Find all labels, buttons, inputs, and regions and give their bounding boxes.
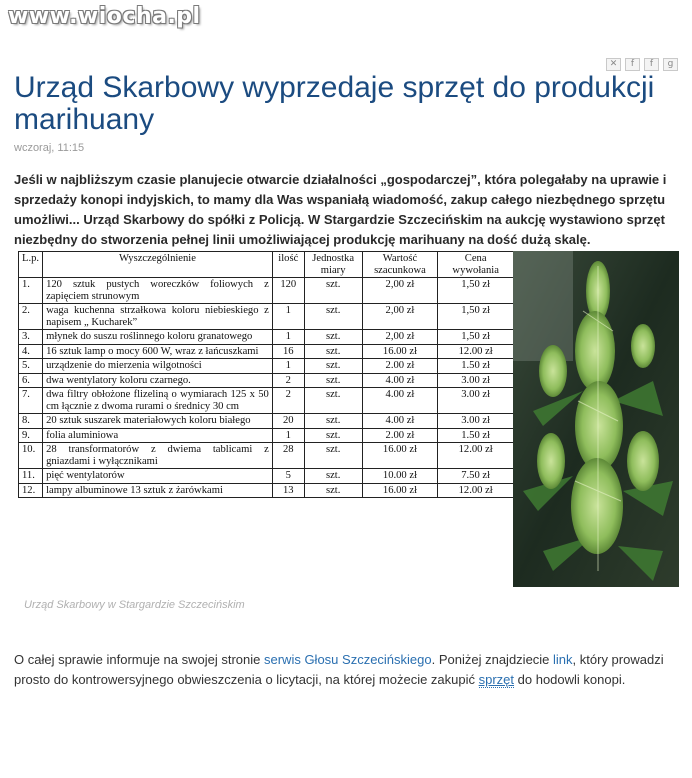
table-row bbox=[19, 428, 514, 443]
header-lp: L.p. bbox=[19, 252, 43, 278]
table-header-row bbox=[19, 252, 514, 278]
cell-quantity: 2 bbox=[272, 388, 304, 414]
cell-estimated-value: 2.00 zł bbox=[362, 428, 438, 443]
cell-lp: 3. bbox=[19, 330, 43, 345]
cell-description: urządzenie do mierzenia wilgotności bbox=[43, 359, 273, 374]
table-row bbox=[19, 469, 514, 484]
cell-estimated-value: 2.00 zł bbox=[362, 359, 438, 374]
table-row bbox=[19, 304, 514, 330]
table-row bbox=[19, 483, 514, 498]
cell-quantity: 13 bbox=[272, 483, 304, 498]
cell-description: dwa filtry obłożone flizeliną o wymiarach 125 x 50 cm łącznie z dwoma rurami o średnicy 30 cm bbox=[43, 388, 273, 414]
share-icon-2[interactable]: f bbox=[625, 58, 640, 71]
cell-description: pięć wentylatorów bbox=[43, 469, 273, 484]
cell-starting-price: 7.50 zł bbox=[438, 469, 514, 484]
table-row bbox=[19, 278, 514, 304]
auction-items-table bbox=[18, 251, 514, 498]
cell-unit: szt. bbox=[304, 278, 362, 304]
cell-quantity: 20 bbox=[272, 414, 304, 429]
article-figure bbox=[14, 251, 679, 587]
cell-description: waga kuchenna strzałkowa koloru niebieskiego z napisem „ Kucharek” bbox=[43, 304, 273, 330]
cell-estimated-value: 2,00 zł bbox=[362, 278, 438, 304]
cell-unit: szt. bbox=[304, 388, 362, 414]
cell-starting-price: 3.00 zł bbox=[438, 388, 514, 414]
cell-starting-price: 12.00 zł bbox=[438, 443, 514, 469]
article-body bbox=[14, 650, 680, 690]
cell-lp: 7. bbox=[19, 388, 43, 414]
cell-unit: szt. bbox=[304, 330, 362, 345]
cell-quantity: 5 bbox=[272, 469, 304, 484]
cell-lp: 12. bbox=[19, 483, 43, 498]
cell-unit: szt. bbox=[304, 373, 362, 388]
body-text-4: do hodowli konopi. bbox=[514, 672, 626, 687]
glos-szczecinski-link[interactable]: serwis Głosu Szczecińskiego bbox=[264, 652, 432, 667]
table-body bbox=[19, 278, 514, 498]
cell-description: 120 sztuk pustych woreczków foliowych z zapięciem strunowym bbox=[43, 278, 273, 304]
cell-description: dwa wentylatory koloru czarnego. bbox=[43, 373, 273, 388]
cell-unit: szt. bbox=[304, 428, 362, 443]
cell-lp: 4. bbox=[19, 344, 43, 359]
body-text-3: , który prowadzi prosto do kontrowersyjnego obwieszczenia o licytacji, na której możecie zakupić bbox=[14, 652, 664, 687]
cell-quantity: 16 bbox=[272, 344, 304, 359]
cell-lp: 10. bbox=[19, 443, 43, 469]
cell-lp: 5. bbox=[19, 359, 43, 374]
header-description: Wyszczególnienie bbox=[43, 252, 273, 278]
figure-caption: Urząd Skarbowy w Stargardzie Szczecińskim bbox=[24, 599, 245, 611]
cell-quantity: 120 bbox=[272, 278, 304, 304]
table-row bbox=[19, 388, 514, 414]
cell-lp: 6. bbox=[19, 373, 43, 388]
cell-quantity: 1 bbox=[272, 304, 304, 330]
body-text-1: O całej sprawie informuje na swojej stronie bbox=[14, 652, 264, 667]
cell-estimated-value: 2,00 zł bbox=[362, 304, 438, 330]
table-row bbox=[19, 344, 514, 359]
cell-estimated-value: 4.00 zł bbox=[362, 414, 438, 429]
cell-starting-price: 12.00 zł bbox=[438, 483, 514, 498]
cell-estimated-value: 2,00 zł bbox=[362, 330, 438, 345]
table-row bbox=[19, 414, 514, 429]
cell-lp: 11. bbox=[19, 469, 43, 484]
table-row bbox=[19, 443, 514, 469]
article-date: wczoraj, 11:15 bbox=[14, 142, 85, 154]
notice-link[interactable]: link bbox=[553, 652, 573, 667]
cell-quantity: 1 bbox=[272, 428, 304, 443]
header-quantity: ilość bbox=[272, 252, 304, 278]
cell-lp: 9. bbox=[19, 428, 43, 443]
table-row bbox=[19, 330, 514, 345]
cell-lp: 1. bbox=[19, 278, 43, 304]
cell-description: 16 sztuk lamp o mocy 600 W, wraz z łańcuszkami bbox=[43, 344, 273, 359]
cell-starting-price: 1.50 zł bbox=[438, 428, 514, 443]
cell-unit: szt. bbox=[304, 344, 362, 359]
article-title: Urząd Skarbowy wyprzedaje sprzęt do produkcji marihuany bbox=[14, 71, 655, 136]
cell-quantity: 2 bbox=[272, 373, 304, 388]
body-text-2: . Poniżej znajdziecie bbox=[431, 652, 554, 667]
cell-unit: szt. bbox=[304, 469, 362, 484]
cell-description: 20 sztuk suszarek materiałowych koloru białego bbox=[43, 414, 273, 429]
cell-starting-price: 3.00 zł bbox=[438, 373, 514, 388]
cannabis-plant-photo bbox=[513, 251, 679, 587]
cell-lp: 2. bbox=[19, 304, 43, 330]
cell-unit: szt. bbox=[304, 414, 362, 429]
header-unit: Jednostka miary bbox=[304, 252, 362, 278]
share-toolbar bbox=[606, 58, 678, 71]
cell-description: lampy albuminowe 13 sztuk z żarówkami bbox=[43, 483, 273, 498]
header-starting-price: Cena wywołania bbox=[438, 252, 514, 278]
header-estimated-value: Wartość szacunkowa bbox=[362, 252, 438, 278]
cell-description: młynek do suszu roślinnego koloru granatowego bbox=[43, 330, 273, 345]
cell-starting-price: 1,50 zł bbox=[438, 278, 514, 304]
cell-starting-price: 1,50 zł bbox=[438, 330, 514, 345]
table-row bbox=[19, 359, 514, 374]
cell-lp: 8. bbox=[19, 414, 43, 429]
cell-estimated-value: 16.00 zł bbox=[362, 344, 438, 359]
share-icon-4[interactable]: g bbox=[663, 58, 678, 71]
share-icon-1[interactable]: ✕ bbox=[606, 58, 621, 71]
article-lead: Jeśli w najbliższym czasie planujecie otwarcie działalności „gospodarczej”, która polegałaby na uprawie i sprzedaży konopi indyjskich, to mamy dla Was wspaniałą wiadomość, zakup całego niezbędnego sprzętu umożliwi... Urząd Skarbowy do spółki z Policją. W Stargardzie Szczecińskim na aukcję wystawiono sprzęt niezbędny do stworzenia pełnej linii umożliwiającej produkcję marihuany na dość dużą skalę. bbox=[14, 172, 667, 247]
cell-estimated-value: 4.00 zł bbox=[362, 388, 438, 414]
cell-estimated-value: 10.00 zł bbox=[362, 469, 438, 484]
cell-starting-price: 12.00 zł bbox=[438, 344, 514, 359]
table-row bbox=[19, 373, 514, 388]
cell-starting-price: 1,50 zł bbox=[438, 304, 514, 330]
cell-quantity: 1 bbox=[272, 330, 304, 345]
cell-estimated-value: 16.00 zł bbox=[362, 483, 438, 498]
site-watermark: www.wiocha.pl bbox=[8, 4, 201, 29]
cell-unit: szt. bbox=[304, 304, 362, 330]
cell-starting-price: 1.50 zł bbox=[438, 359, 514, 374]
share-icon-3[interactable]: f bbox=[644, 58, 659, 71]
cell-description: 28 transformatorów z dwiema tablicami z gniazdami i wyłącznikami bbox=[43, 443, 273, 469]
cell-quantity: 1 bbox=[272, 359, 304, 374]
cell-quantity: 28 bbox=[272, 443, 304, 469]
cell-unit: szt. bbox=[304, 359, 362, 374]
cell-unit: szt. bbox=[304, 483, 362, 498]
cell-estimated-value: 4.00 zł bbox=[362, 373, 438, 388]
equipment-link[interactable]: sprzęt bbox=[478, 672, 515, 687]
cell-unit: szt. bbox=[304, 443, 362, 469]
cell-description: folia aluminiowa bbox=[43, 428, 273, 443]
cell-starting-price: 3.00 zł bbox=[438, 414, 514, 429]
cell-estimated-value: 16.00 zł bbox=[362, 443, 438, 469]
